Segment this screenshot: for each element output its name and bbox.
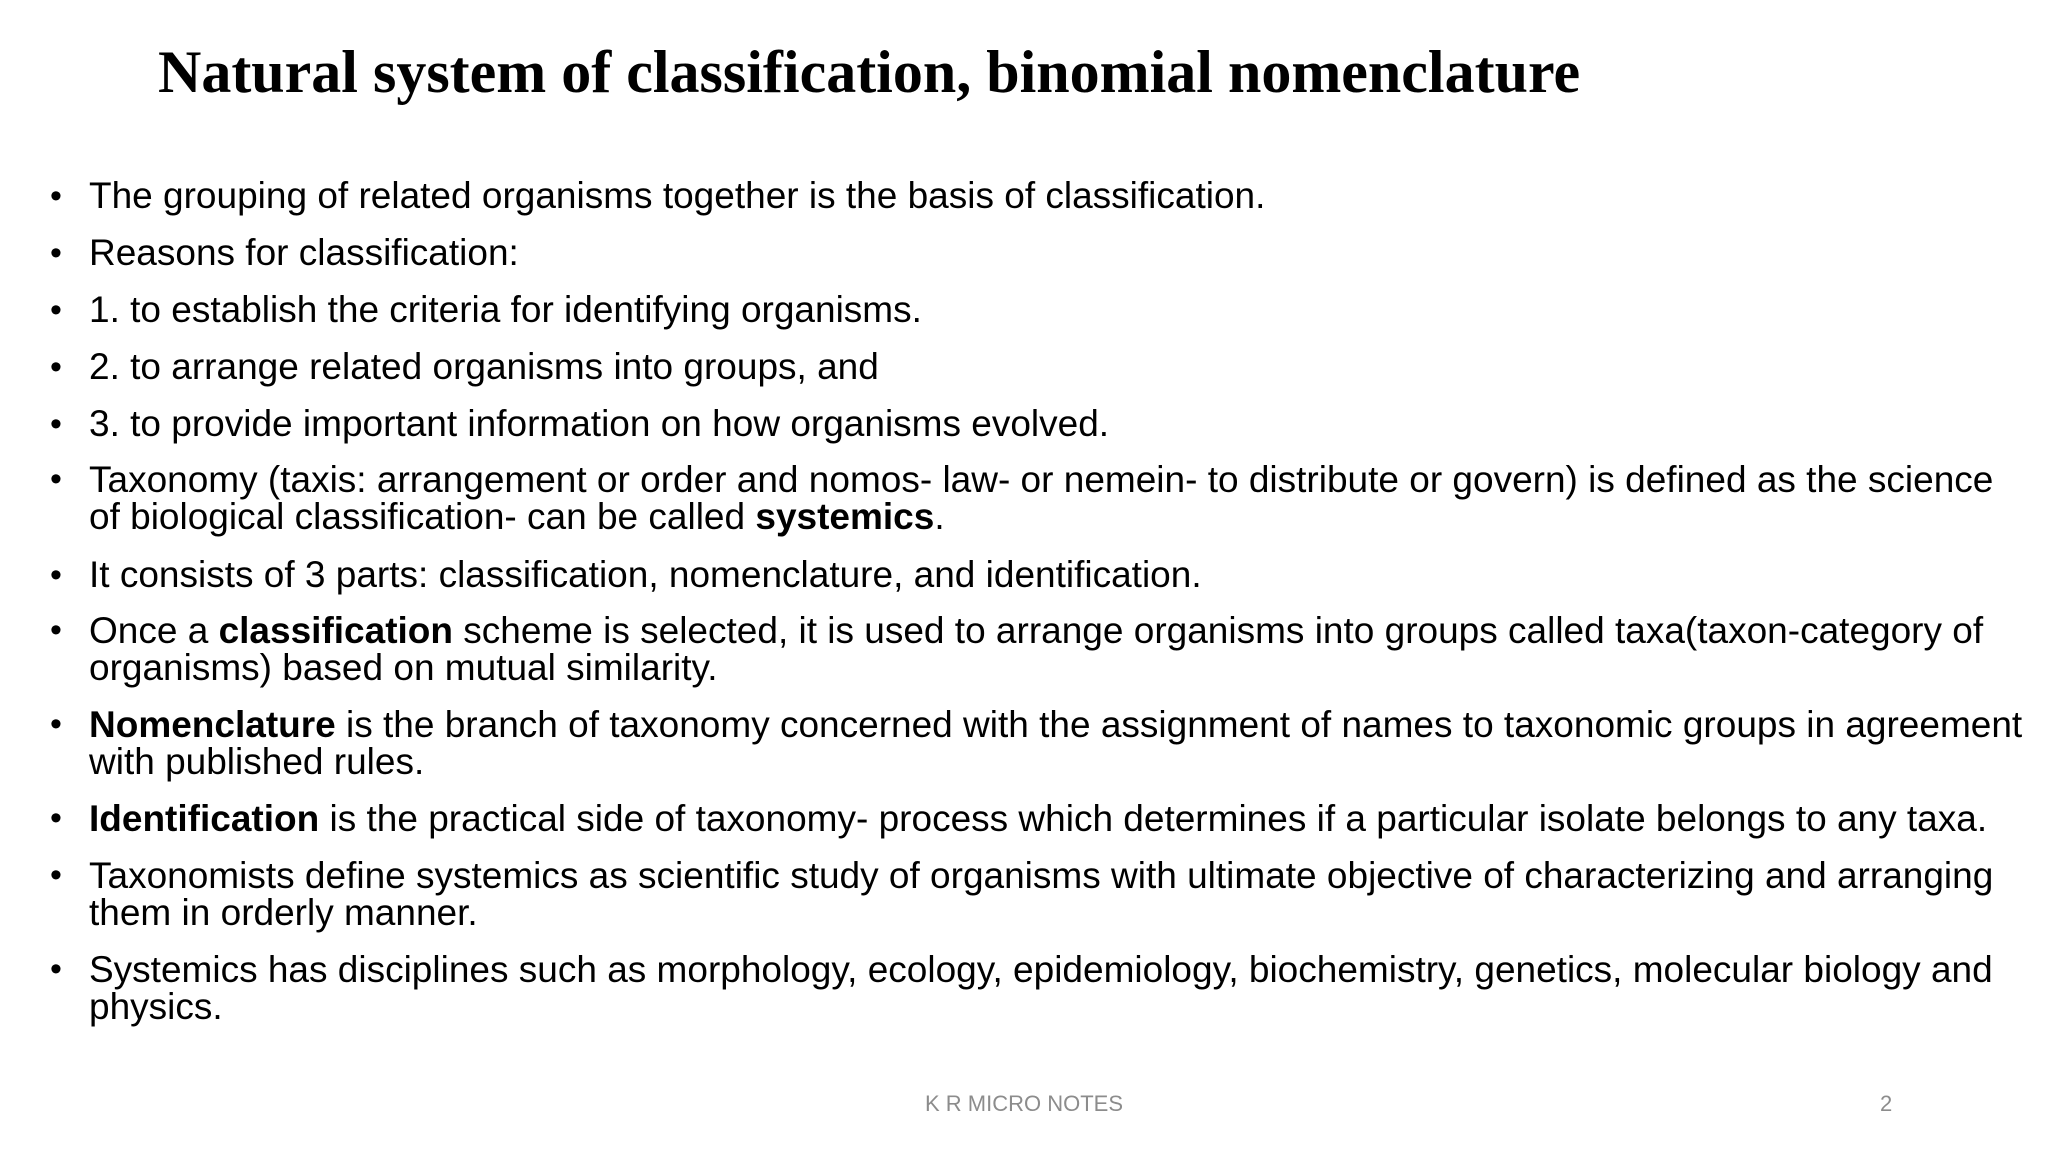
bullet-text xyxy=(89,610,1983,688)
bullet-text-part: Systemics has disciplines such as morphology, ecology, epidemiology, biochemistry, genetics, molecular biology and physics. xyxy=(89,949,1993,1027)
bullet-text-part: The grouping of related organisms together is the basis of classification. xyxy=(89,175,1266,216)
bullet-dot: • xyxy=(50,799,62,837)
bullet-text-part: is the practical side of taxonomy- process which determines if a particular isolate belongs to any taxa. xyxy=(319,798,1988,839)
bullet-text-part: 3. to provide important information on how organisms evolved. xyxy=(89,403,1110,444)
bullet-text-part: Taxonomists define systemics as scientific study of organisms with ultimate objective of characterizing and arranging them in orderly manner. xyxy=(89,855,1994,933)
bullet-item xyxy=(50,800,2025,837)
bullet-dot: • xyxy=(50,856,62,894)
slide-title: Natural system of classification, binomial nomenclature xyxy=(158,39,1581,105)
bullet-text-part: . xyxy=(934,496,945,537)
bold-term: Nomenclature xyxy=(89,704,336,745)
bullet-text xyxy=(89,855,1993,933)
bullet-dot: • xyxy=(50,705,62,743)
bold-term: systemics xyxy=(755,496,935,537)
bullet-text xyxy=(89,403,1109,444)
page-number: 2 xyxy=(1880,1091,1893,1116)
bullet-text xyxy=(89,346,879,387)
bullet-text xyxy=(89,459,1993,537)
bullet-text xyxy=(89,175,1265,216)
bullet-text xyxy=(89,232,519,273)
bullet-item xyxy=(50,857,2025,931)
bullet-text xyxy=(89,554,1202,595)
bullet-text-part: Once a xyxy=(89,610,219,651)
bullet-dot: • xyxy=(50,348,62,386)
bullet-item xyxy=(50,951,2025,1025)
bullet-dot: • xyxy=(50,950,62,988)
footer-text: K R MICRO NOTES xyxy=(924,1091,1123,1116)
bullet-text-part: Taxonomy (taxis: arrangement or order and nomos- law- or nemein- to distribute or govern) is defined as the science of biological classification- can be called xyxy=(89,459,1994,537)
bullet-item xyxy=(50,555,2025,595)
bullet-item xyxy=(50,176,2025,216)
bullet-dot: • xyxy=(50,556,62,594)
bullet-text xyxy=(89,798,1987,839)
bullet-text-part: 1. to establish the criteria for identifying organisms. xyxy=(89,289,922,330)
bold-term: Identification xyxy=(89,798,320,839)
bullet-item xyxy=(50,404,2025,444)
bullet-dot: • xyxy=(50,177,62,215)
bullet-text-part: is the branch of taxonomy concerned with the assignment of names to taxonomic groups in agreement with published rules. xyxy=(89,704,2023,782)
bullet-dot: • xyxy=(50,460,62,498)
bold-term: classification xyxy=(218,610,454,651)
bullet-list xyxy=(50,176,2025,1045)
bullet-dot: • xyxy=(50,234,62,272)
bullet-item xyxy=(50,706,2025,780)
bullet-item xyxy=(50,461,2025,535)
bullet-item xyxy=(50,612,2025,686)
bullet-text xyxy=(89,704,2022,782)
bullet-text-part: It consists of 3 parts: classification, nomenclature, and identification. xyxy=(89,554,1202,595)
bullet-dot: • xyxy=(50,405,62,443)
bullet-text-part: 2. to arrange related organisms into groups, and xyxy=(89,346,879,387)
bullet-text-part: scheme is selected, it is used to arrange organisms into groups called taxa(taxon-category of organisms) based on mutual similarity. xyxy=(89,610,1984,688)
bullet-text xyxy=(89,949,1993,1027)
bullet-text xyxy=(89,289,922,330)
bullet-text-part: Reasons for classification: xyxy=(89,232,519,273)
bullet-item xyxy=(50,347,2025,387)
bullet-item xyxy=(50,233,2025,273)
bullet-item xyxy=(50,290,2025,330)
bullet-dot: • xyxy=(50,291,62,329)
bullet-dot: • xyxy=(50,611,62,649)
